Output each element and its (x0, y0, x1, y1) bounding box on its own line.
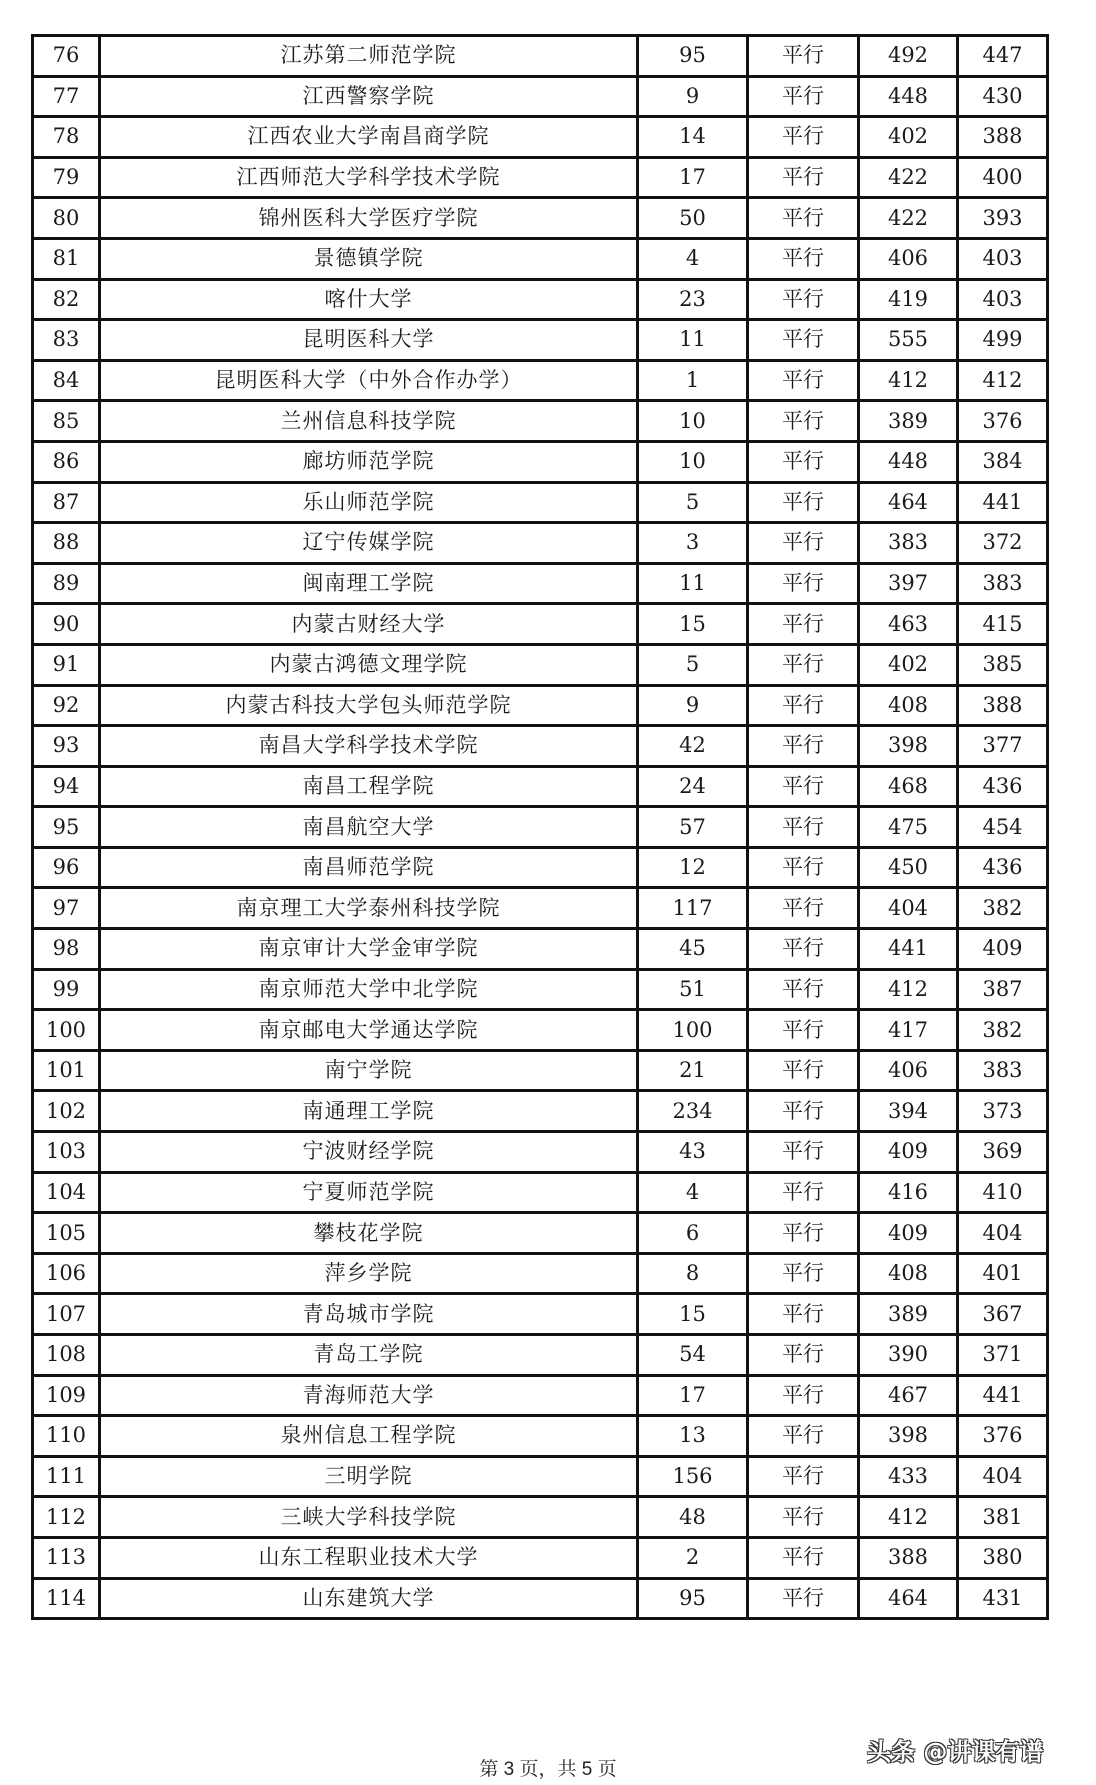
batch-type: 平行 (748, 238, 859, 279)
school-name: 山东建筑大学 (100, 1578, 638, 1619)
row-index: 91 (33, 644, 100, 685)
table-row (33, 1456, 1048, 1497)
row-index: 86 (33, 441, 100, 482)
table-row (33, 1050, 1048, 1091)
row-index: 99 (33, 969, 100, 1010)
school-name: 锦州医科大学医疗学院 (100, 198, 638, 239)
batch-type: 平行 (748, 1456, 859, 1497)
row-index: 110 (33, 1416, 100, 1457)
plan-count: 17 (638, 1375, 748, 1416)
min-score: 401 (958, 1253, 1048, 1294)
batch-type: 平行 (748, 1050, 859, 1091)
batch-type: 平行 (748, 117, 859, 158)
min-score: 377 (958, 726, 1048, 767)
batch-type: 平行 (748, 198, 859, 239)
max-score: 409 (859, 1213, 958, 1254)
row-index: 104 (33, 1172, 100, 1213)
min-score: 388 (958, 685, 1048, 726)
row-index: 90 (33, 604, 100, 645)
max-score: 555 (859, 320, 958, 361)
batch-type: 平行 (748, 279, 859, 320)
min-score: 415 (958, 604, 1048, 645)
max-score: 450 (859, 847, 958, 888)
batch-type: 平行 (748, 1537, 859, 1578)
batch-type: 平行 (748, 726, 859, 767)
plan-count: 1 (638, 360, 748, 401)
table-row (33, 1416, 1048, 1457)
school-name: 南京师范大学中北学院 (100, 969, 638, 1010)
row-index: 88 (33, 523, 100, 564)
plan-count: 5 (638, 482, 748, 523)
table-row (33, 929, 1048, 970)
plan-count: 10 (638, 441, 748, 482)
row-index: 111 (33, 1456, 100, 1497)
row-index: 114 (33, 1578, 100, 1619)
min-score: 387 (958, 969, 1048, 1010)
min-score: 404 (958, 1456, 1048, 1497)
row-index: 94 (33, 766, 100, 807)
table-row (33, 969, 1048, 1010)
school-name: 南京审计大学金审学院 (100, 929, 638, 970)
batch-type: 平行 (748, 360, 859, 401)
school-name: 闽南理工学院 (100, 563, 638, 604)
school-name: 南宁学院 (100, 1050, 638, 1091)
school-name: 内蒙古财经大学 (100, 604, 638, 645)
min-score: 383 (958, 1050, 1048, 1091)
table-row (33, 76, 1048, 117)
min-score: 454 (958, 807, 1048, 848)
max-score: 433 (859, 1456, 958, 1497)
table-row (33, 117, 1048, 158)
row-index: 76 (33, 36, 100, 77)
max-score: 441 (859, 929, 958, 970)
school-name: 南京邮电大学通达学院 (100, 1010, 638, 1051)
table-row (33, 36, 1048, 77)
min-score: 372 (958, 523, 1048, 564)
table-row (33, 1497, 1048, 1538)
min-score: 371 (958, 1335, 1048, 1376)
table-row (33, 1335, 1048, 1376)
school-name: 三峡大学科技学院 (100, 1497, 638, 1538)
row-index: 108 (33, 1335, 100, 1376)
min-score: 380 (958, 1537, 1048, 1578)
row-index: 85 (33, 401, 100, 442)
max-score: 422 (859, 198, 958, 239)
table-row (33, 644, 1048, 685)
plan-count: 21 (638, 1050, 748, 1091)
table-row (33, 1010, 1048, 1051)
table-row (33, 523, 1048, 564)
table-row (33, 157, 1048, 198)
school-name: 宁夏师范学院 (100, 1172, 638, 1213)
max-score: 383 (859, 523, 958, 564)
row-index: 77 (33, 76, 100, 117)
max-score: 467 (859, 1375, 958, 1416)
batch-type: 平行 (748, 847, 859, 888)
min-score: 441 (958, 482, 1048, 523)
row-index: 113 (33, 1537, 100, 1578)
batch-type: 平行 (748, 1172, 859, 1213)
min-score: 403 (958, 279, 1048, 320)
row-index: 81 (33, 238, 100, 279)
min-score: 393 (958, 198, 1048, 239)
school-name: 泉州信息工程学院 (100, 1416, 638, 1457)
batch-type: 平行 (748, 888, 859, 929)
plan-count: 9 (638, 685, 748, 726)
min-score: 403 (958, 238, 1048, 279)
row-index: 105 (33, 1213, 100, 1254)
plan-count: 95 (638, 36, 748, 77)
min-score: 388 (958, 117, 1048, 158)
table-row (33, 198, 1048, 239)
plan-count: 17 (638, 157, 748, 198)
row-index: 107 (33, 1294, 100, 1335)
table-row (33, 807, 1048, 848)
max-score: 492 (859, 36, 958, 77)
table-row (33, 482, 1048, 523)
batch-type: 平行 (748, 1253, 859, 1294)
batch-type: 平行 (748, 441, 859, 482)
min-score: 412 (958, 360, 1048, 401)
school-name: 江西师范大学科学技术学院 (100, 157, 638, 198)
max-score: 464 (859, 482, 958, 523)
batch-type: 平行 (748, 76, 859, 117)
school-name: 江西警察学院 (100, 76, 638, 117)
max-score: 406 (859, 238, 958, 279)
plan-count: 13 (638, 1416, 748, 1457)
min-score: 431 (958, 1578, 1048, 1619)
plan-count: 117 (638, 888, 748, 929)
min-score: 382 (958, 1010, 1048, 1051)
max-score: 394 (859, 1091, 958, 1132)
row-index: 102 (33, 1091, 100, 1132)
max-score: 464 (859, 1578, 958, 1619)
table-row (33, 1172, 1048, 1213)
batch-type: 平行 (748, 685, 859, 726)
school-name: 青海师范大学 (100, 1375, 638, 1416)
max-score: 390 (859, 1335, 958, 1376)
row-index: 97 (33, 888, 100, 929)
max-score: 416 (859, 1172, 958, 1213)
school-name: 内蒙古鸿德文理学院 (100, 644, 638, 685)
plan-count: 234 (638, 1091, 748, 1132)
school-name: 江西农业大学南昌商学院 (100, 117, 638, 158)
row-index: 96 (33, 847, 100, 888)
plan-count: 23 (638, 279, 748, 320)
min-score: 369 (958, 1132, 1048, 1173)
batch-type: 平行 (748, 807, 859, 848)
row-index: 84 (33, 360, 100, 401)
table-row (33, 1375, 1048, 1416)
row-index: 101 (33, 1050, 100, 1091)
table-row (33, 1537, 1048, 1578)
batch-type: 平行 (748, 1578, 859, 1619)
plan-count: 45 (638, 929, 748, 970)
min-score: 410 (958, 1172, 1048, 1213)
plan-count: 54 (638, 1335, 748, 1376)
min-score: 376 (958, 401, 1048, 442)
batch-type: 平行 (748, 1335, 859, 1376)
plan-count: 100 (638, 1010, 748, 1051)
table-row (33, 1253, 1048, 1294)
min-score: 447 (958, 36, 1048, 77)
max-score: 398 (859, 1416, 958, 1457)
school-name: 南京理工大学泰州科技学院 (100, 888, 638, 929)
min-score: 385 (958, 644, 1048, 685)
table-row (33, 401, 1048, 442)
plan-count: 43 (638, 1132, 748, 1173)
table-row (33, 320, 1048, 361)
plan-count: 51 (638, 969, 748, 1010)
max-score: 412 (859, 1497, 958, 1538)
min-score: 436 (958, 766, 1048, 807)
min-score: 367 (958, 1294, 1048, 1335)
plan-count: 4 (638, 1172, 748, 1213)
table-row (33, 888, 1048, 929)
batch-type: 平行 (748, 1213, 859, 1254)
max-score: 475 (859, 807, 958, 848)
max-score: 402 (859, 117, 958, 158)
max-score: 404 (859, 888, 958, 929)
plan-count: 12 (638, 847, 748, 888)
plan-count: 57 (638, 807, 748, 848)
plan-count: 156 (638, 1456, 748, 1497)
table-row (33, 847, 1048, 888)
row-index: 83 (33, 320, 100, 361)
row-index: 103 (33, 1132, 100, 1173)
table-row (33, 766, 1048, 807)
min-score: 400 (958, 157, 1048, 198)
min-score: 436 (958, 847, 1048, 888)
max-score: 448 (859, 441, 958, 482)
school-name: 三明学院 (100, 1456, 638, 1497)
table-row (33, 1132, 1048, 1173)
max-score: 417 (859, 1010, 958, 1051)
plan-count: 24 (638, 766, 748, 807)
table-row (33, 1091, 1048, 1132)
row-index: 106 (33, 1253, 100, 1294)
school-name: 青岛工学院 (100, 1335, 638, 1376)
plan-count: 14 (638, 117, 748, 158)
batch-type: 平行 (748, 644, 859, 685)
school-name: 内蒙古科技大学包头师范学院 (100, 685, 638, 726)
min-score: 384 (958, 441, 1048, 482)
school-name: 南昌大学科学技术学院 (100, 726, 638, 767)
max-score: 388 (859, 1537, 958, 1578)
school-name: 宁波财经学院 (100, 1132, 638, 1173)
plan-count: 11 (638, 320, 748, 361)
max-score: 389 (859, 401, 958, 442)
batch-type: 平行 (748, 929, 859, 970)
school-name: 乐山师范学院 (100, 482, 638, 523)
school-name: 萍乡学院 (100, 1253, 638, 1294)
school-name: 辽宁传媒学院 (100, 523, 638, 564)
batch-type: 平行 (748, 1091, 859, 1132)
school-name: 江苏第二师范学院 (100, 36, 638, 77)
school-name: 南昌工程学院 (100, 766, 638, 807)
school-name: 景德镇学院 (100, 238, 638, 279)
school-name: 廊坊师范学院 (100, 441, 638, 482)
school-name: 兰州信息科技学院 (100, 401, 638, 442)
table-row (33, 726, 1048, 767)
row-index: 80 (33, 198, 100, 239)
batch-type: 平行 (748, 157, 859, 198)
plan-count: 9 (638, 76, 748, 117)
plan-count: 4 (638, 238, 748, 279)
max-score: 408 (859, 1253, 958, 1294)
row-index: 82 (33, 279, 100, 320)
plan-count: 42 (638, 726, 748, 767)
min-score: 376 (958, 1416, 1048, 1457)
batch-type: 平行 (748, 36, 859, 77)
admission-score-table (31, 34, 1049, 1620)
row-index: 87 (33, 482, 100, 523)
batch-type: 平行 (748, 1294, 859, 1335)
page-number-footer: 第 3 页，共 5 页 (479, 1759, 617, 1780)
max-score: 406 (859, 1050, 958, 1091)
row-index: 109 (33, 1375, 100, 1416)
school-name: 喀什大学 (100, 279, 638, 320)
batch-type: 平行 (748, 1416, 859, 1457)
batch-type: 平行 (748, 523, 859, 564)
plan-count: 3 (638, 523, 748, 564)
school-name: 南昌航空大学 (100, 807, 638, 848)
table-row (33, 238, 1048, 279)
batch-type: 平行 (748, 482, 859, 523)
max-score: 419 (859, 279, 958, 320)
school-name: 南昌师范学院 (100, 847, 638, 888)
min-score: 499 (958, 320, 1048, 361)
school-name: 南通理工学院 (100, 1091, 638, 1132)
school-name: 山东工程职业技术大学 (100, 1537, 638, 1578)
plan-count: 15 (638, 604, 748, 645)
table-row (33, 441, 1048, 482)
school-name: 昆明医科大学 (100, 320, 638, 361)
plan-count: 48 (638, 1497, 748, 1538)
row-index: 100 (33, 1010, 100, 1051)
table-body (33, 36, 1048, 1619)
min-score: 381 (958, 1497, 1048, 1538)
max-score: 412 (859, 360, 958, 401)
min-score: 430 (958, 76, 1048, 117)
plan-count: 15 (638, 1294, 748, 1335)
batch-type: 平行 (748, 766, 859, 807)
plan-count: 50 (638, 198, 748, 239)
batch-type: 平行 (748, 1010, 859, 1051)
plan-count: 11 (638, 563, 748, 604)
min-score: 441 (958, 1375, 1048, 1416)
row-index: 98 (33, 929, 100, 970)
table-row (33, 1213, 1048, 1254)
school-name: 昆明医科大学（中外合作办学） (100, 360, 638, 401)
min-score: 409 (958, 929, 1048, 970)
max-score: 468 (859, 766, 958, 807)
row-index: 93 (33, 726, 100, 767)
max-score: 422 (859, 157, 958, 198)
min-score: 382 (958, 888, 1048, 929)
table-row (33, 1294, 1048, 1335)
plan-count: 95 (638, 1578, 748, 1619)
row-index: 79 (33, 157, 100, 198)
max-score: 448 (859, 76, 958, 117)
min-score: 373 (958, 1091, 1048, 1132)
plan-count: 8 (638, 1253, 748, 1294)
plan-count: 5 (638, 644, 748, 685)
batch-type: 平行 (748, 969, 859, 1010)
batch-type: 平行 (748, 1497, 859, 1538)
source-watermark: 头条 @讲课有谱 (867, 1738, 1044, 1766)
row-index: 92 (33, 685, 100, 726)
batch-type: 平行 (748, 401, 859, 442)
max-score: 409 (859, 1132, 958, 1173)
min-score: 383 (958, 563, 1048, 604)
max-score: 402 (859, 644, 958, 685)
batch-type: 平行 (748, 604, 859, 645)
batch-type: 平行 (748, 563, 859, 604)
plan-count: 6 (638, 1213, 748, 1254)
school-name: 攀枝花学院 (100, 1213, 638, 1254)
plan-count: 10 (638, 401, 748, 442)
table-row (33, 685, 1048, 726)
min-score: 404 (958, 1213, 1048, 1254)
batch-type: 平行 (748, 1375, 859, 1416)
max-score: 397 (859, 563, 958, 604)
plan-count: 2 (638, 1537, 748, 1578)
table-row (33, 563, 1048, 604)
table-row (33, 1578, 1048, 1619)
max-score: 389 (859, 1294, 958, 1335)
max-score: 398 (859, 726, 958, 767)
table-row (33, 279, 1048, 320)
table-row (33, 360, 1048, 401)
school-name: 青岛城市学院 (100, 1294, 638, 1335)
row-index: 112 (33, 1497, 100, 1538)
row-index: 78 (33, 117, 100, 158)
batch-type: 平行 (748, 1132, 859, 1173)
row-index: 95 (33, 807, 100, 848)
table-row (33, 604, 1048, 645)
batch-type: 平行 (748, 320, 859, 361)
max-score: 408 (859, 685, 958, 726)
max-score: 412 (859, 969, 958, 1010)
max-score: 463 (859, 604, 958, 645)
row-index: 89 (33, 563, 100, 604)
